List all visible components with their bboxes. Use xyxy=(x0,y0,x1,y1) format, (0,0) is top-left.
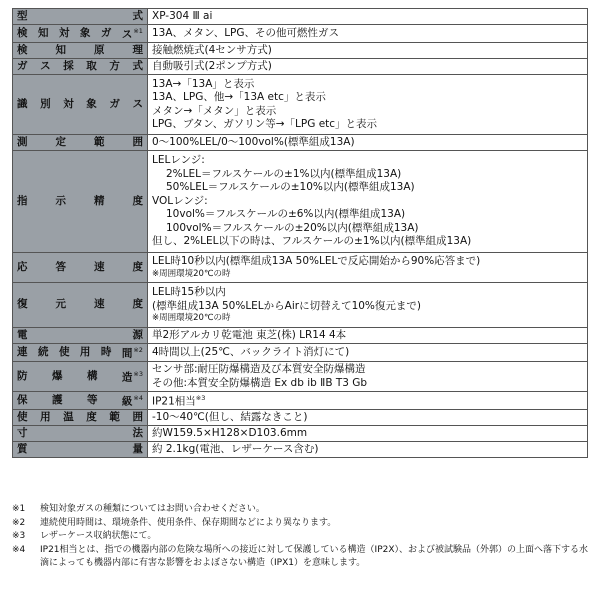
spec-value-line: ※周囲環境20℃の時 xyxy=(152,268,231,279)
footnote-ref: ※4 xyxy=(133,394,143,402)
spec-value xyxy=(148,344,588,362)
spec-label-text: 質 量 xyxy=(17,442,143,455)
spec-label-text: 防 爆 構 造$^{※3}$ xyxy=(17,369,143,384)
spec-label xyxy=(13,410,148,426)
spec-table xyxy=(12,8,588,458)
spec-row-recovery-time xyxy=(13,283,588,328)
footnote-mark: ※1 xyxy=(12,504,26,514)
spec-value xyxy=(148,135,588,151)
spec-label xyxy=(13,75,148,135)
spec-row-continuous-use xyxy=(13,344,588,362)
spec-label xyxy=(13,151,148,253)
spec-label xyxy=(13,25,148,43)
spec-label xyxy=(13,253,148,283)
spec-value-line: 但し、2%LEL以下の時は、フルスケールの±1%以内(標準組成13A) xyxy=(152,235,472,248)
spec-value-line: メタン→「メタン」と表示 xyxy=(152,104,277,117)
footnote-ref: ※1 xyxy=(133,27,143,35)
spec-label-text: 測 定 範 囲 xyxy=(17,135,143,148)
spec-value-line: LEL時15秒以内 xyxy=(152,286,226,298)
spec-row-accuracy xyxy=(13,151,588,253)
footnote-mark: ※3 xyxy=(12,531,26,542)
spec-row-power-supply xyxy=(13,328,588,344)
spec-label xyxy=(13,392,148,410)
spec-value-line: 単2形アルカリ乾電池 東芝(株) LR14 4本 xyxy=(152,328,347,341)
spec-row-measuring-range xyxy=(13,135,588,151)
spec-label xyxy=(13,283,148,328)
spec-value-line: XP-304 Ⅲ ai xyxy=(152,9,213,22)
spec-label xyxy=(13,9,148,25)
spec-label-text: 復 元 速 度 xyxy=(17,298,143,311)
footnote-ref: ※3 xyxy=(133,370,143,378)
spec-value xyxy=(148,410,588,426)
spec-value-line: IP21相当$^{※3}$ xyxy=(152,394,206,408)
spec-value xyxy=(148,9,588,25)
spec-value xyxy=(148,253,588,283)
spec-label-text: 型 式 xyxy=(17,9,143,22)
spec-value-line: センサ部:耐圧防爆構造及び本質安全防爆構造 xyxy=(152,363,366,375)
spec-label-text: 応 答 速 度 xyxy=(17,260,143,273)
spec-value-line: LPG、ブタン、ガソリン等→「LPG etc」と表示 xyxy=(152,118,378,130)
footnote-text: IP21相当とは、指での機器内部の危険な場所への接近に対して保護している構造（IP2X）、および被試験品（外郭）の上面へ落下する水滴によっても機器内部に有害な影響をおよぼさない構造（IPX1）を意味します。 xyxy=(40,544,589,569)
spec-value xyxy=(148,25,588,43)
spec-value-line: LELレンジ: xyxy=(152,154,205,167)
spec-value-line: 4時間以上(25℃、バックライト消灯にて) xyxy=(152,345,350,358)
spec-value-line: ※周囲環境20℃の時 xyxy=(152,313,231,323)
footnote-mark: ※4 xyxy=(12,544,26,555)
spec-value-line: 100vol%＝フルスケールの±20%以内(標準組成13A) xyxy=(166,221,419,234)
spec-value xyxy=(148,426,588,442)
spec-value-line: 13A、LPG、他→「13A etc」と表示 xyxy=(152,91,326,103)
footnote-ref: ※2 xyxy=(133,346,143,354)
spec-value-line: その他:本質安全防爆構造 Ex db ib ⅡB T3 Gb xyxy=(152,376,368,389)
spec-row-model xyxy=(13,9,588,25)
spec-row-response-time xyxy=(13,253,588,283)
spec-row-target-gas xyxy=(13,25,588,43)
spec-label-text: 指 示 精 度 xyxy=(17,194,143,207)
spec-value-line: -10～40℃(但し、結露なきこと) xyxy=(152,410,308,423)
spec-label xyxy=(13,43,148,59)
spec-value-line: 10vol%＝フルスケールの±6%以内(標準組成13A) xyxy=(166,208,406,221)
spec-row-operating-temperature xyxy=(13,410,588,426)
spec-value-line: 50%LEL＝フルスケールの±10%以内(標準組成13A) xyxy=(166,181,415,194)
spec-value-line: 0～100%LEL/0～100vol%(標準組成13A) xyxy=(152,135,355,148)
spec-value-line: LEL時10秒以内(標準組成13A 50%LELで反応開始から90%応答まで) xyxy=(152,255,481,268)
spec-value xyxy=(148,328,588,344)
spec-label-text: 検 知 対 象 ガ ス$^{※1}$ xyxy=(17,26,143,41)
spec-value xyxy=(148,283,588,328)
spec-label-text: ガ ス 採 取 方 式 xyxy=(17,59,143,72)
spec-value xyxy=(148,362,588,392)
spec-row-explosion-proof xyxy=(13,362,588,392)
footnote-text: 検知対象ガスの種類についてはお問い合わせください。 xyxy=(40,504,265,514)
footnote xyxy=(12,544,588,571)
spec-label-text: 使 用 温 度 範 囲 xyxy=(17,410,143,423)
spec-value xyxy=(148,75,588,135)
footnote xyxy=(12,503,588,517)
spec-value xyxy=(148,59,588,75)
spec-value-line: (標準組成13A 50%LELからAirに切替えて10%復元まで) xyxy=(152,299,422,312)
footnote-ref: ※3 xyxy=(195,394,206,402)
spec-value-line: 2%LEL＝フルスケールの±1%以内(標準組成13A) xyxy=(166,167,402,180)
spec-label-text: 保 護 等 級$^{※4}$ xyxy=(17,393,143,408)
spec-row-weight xyxy=(13,442,588,458)
spec-label xyxy=(13,362,148,392)
spec-label xyxy=(13,135,148,151)
spec-row-protection-class xyxy=(13,392,588,410)
spec-row-dimensions xyxy=(13,426,588,442)
spec-label xyxy=(13,59,148,75)
spec-label xyxy=(13,328,148,344)
footnote xyxy=(12,517,588,531)
spec-label xyxy=(13,344,148,362)
footnote-mark: ※2 xyxy=(12,517,26,528)
spec-value xyxy=(148,442,588,458)
footnote-text: レザーケース収納状態にて。 xyxy=(40,531,157,542)
spec-value xyxy=(148,43,588,59)
spec-label-text: 電 源 xyxy=(17,328,143,341)
spec-value-line: 接触燃焼式(4センサ方式) xyxy=(152,43,272,56)
spec-label-text: 識 別 対 象 ガ ス xyxy=(17,97,143,110)
spec-row-detection-principle xyxy=(13,43,588,59)
footnote-text: 連続使用時間は、環境条件、使用条件、保存期間などにより異なります。 xyxy=(40,517,337,528)
spec-value-line: 約W159.5×H128×D103.6mm xyxy=(152,426,308,439)
spec-label-text: 検 知 原 理 xyxy=(17,43,143,56)
spec-label-text: 連 続 使 用 時 間$^{※2}$ xyxy=(17,345,143,360)
footnote xyxy=(12,530,588,544)
spec-value-line: VOLレンジ: xyxy=(152,194,208,207)
spec-value xyxy=(148,151,588,253)
spec-label xyxy=(13,426,148,442)
spec-value-line: 約 2.1kg(電池、レザーケース含む) xyxy=(152,442,319,455)
footnotes xyxy=(12,503,588,571)
spec-label-text: 寸 法 xyxy=(17,426,143,439)
spec-value xyxy=(148,392,588,410)
spec-row-sampling-method xyxy=(13,59,588,75)
spec-label xyxy=(13,442,148,458)
spec-value-line: 13A、メタン、LPG、その他可燃性ガス xyxy=(152,26,340,39)
spec-row-identification-gas xyxy=(13,75,588,135)
spec-value-line: 13A→「13A」と表示 xyxy=(152,77,255,90)
spec-value-line: 自動吸引式(2ポンプ方式) xyxy=(152,59,272,72)
